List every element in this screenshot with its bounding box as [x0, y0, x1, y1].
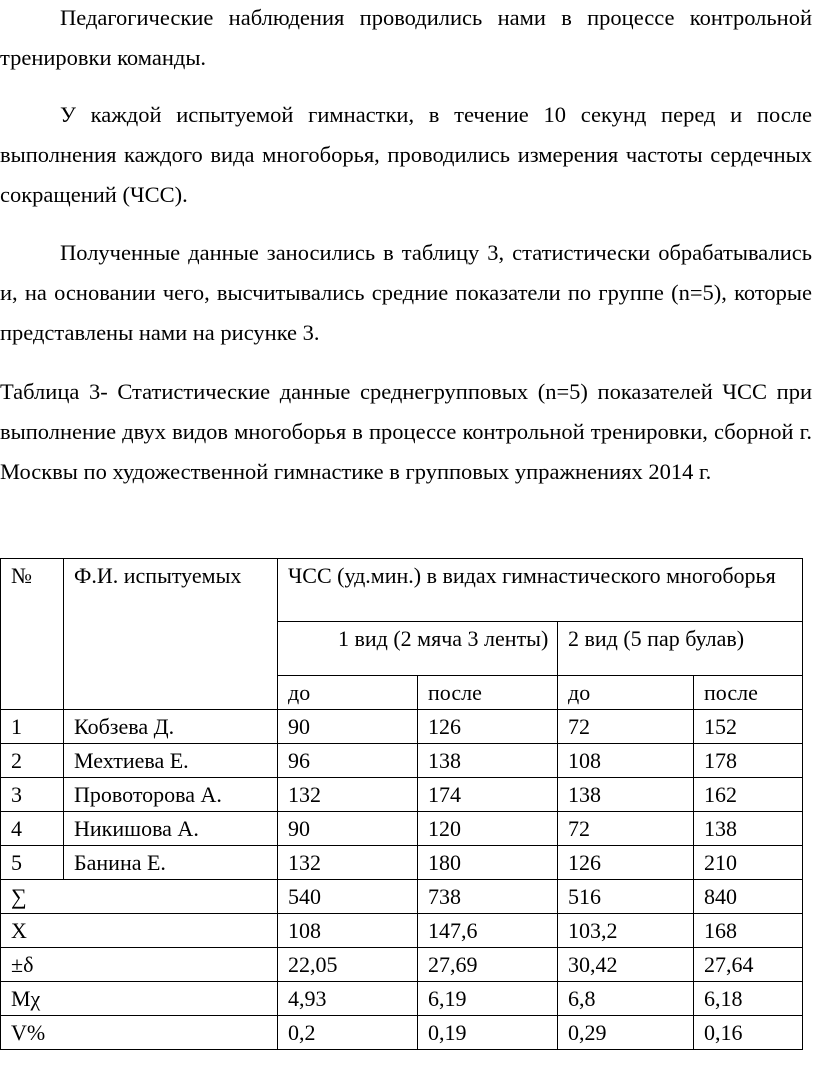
table-stat-row — [1, 914, 803, 948]
cell-before-2: 72 — [558, 710, 694, 744]
cell-after-1: 180 — [418, 846, 558, 880]
cell-before-1: 132 — [278, 778, 418, 812]
table-stat-row — [1, 982, 803, 1016]
cell-after-2: 162 — [694, 778, 803, 812]
cell-after-1: 6,19 — [418, 982, 558, 1016]
cell-after-2: 27,64 — [694, 948, 803, 982]
table-caption: Таблица 3- Статистические данные среднегрупповых (n=5) показателей ЧСС при выполнение двух видов многоборья в процессе контрольной тренировки, сборной г. Москвы по художественной гимнастике в групповых упражнениях 2014 г. — [0, 379, 812, 484]
table-row — [1, 812, 803, 846]
cell-after-1: 126 — [418, 710, 558, 744]
cell-after-1: 27,69 — [418, 948, 558, 982]
header-after-1: после — [418, 676, 558, 710]
cell-after-2: 6,18 — [694, 982, 803, 1016]
cell-before-1: 0,2 — [278, 1016, 418, 1050]
paragraph-hr-measurement: У каждой испытуемой гимнастки, в течение 10 секунд перед и после выполнения каждого вида многоборья, проводились измерения частоты сердечных сокращений (ЧСС). — [0, 102, 812, 207]
cell-stat-label: V% — [1, 1016, 278, 1050]
cell-before-1: 108 — [278, 914, 418, 948]
cell-after-1: 147,6 — [418, 914, 558, 948]
cell-after-2: 210 — [694, 846, 803, 880]
cell-before-2: 103,2 — [558, 914, 694, 948]
cell-before-2: 0,29 — [558, 1016, 694, 1050]
header-before-2: до — [558, 676, 694, 710]
cell-subject-name: Никишова А. — [64, 812, 278, 846]
cell-before-1: 90 — [278, 812, 418, 846]
cell-before-1: 132 — [278, 846, 418, 880]
cell-number: 2 — [1, 744, 64, 778]
cell-subject-name: Мехтиева Е. — [64, 744, 278, 778]
cell-before-1: 22,05 — [278, 948, 418, 982]
table-row — [1, 744, 803, 778]
paragraph-data-processing: Полученные данные заносились в таблицу 3, статистически обрабатывались и, на основании чего, высчитывались средние показатели по группе (n=5), которые представлены нами на рисунке 3. — [0, 240, 812, 345]
table-header-row — [1, 559, 803, 622]
cell-before-1: 96 — [278, 744, 418, 778]
cell-after-1: 738 — [418, 880, 558, 914]
cell-after-2: 168 — [694, 914, 803, 948]
cell-after-1: 174 — [418, 778, 558, 812]
cell-subject-name: Кобзева Д. — [64, 710, 278, 744]
cell-before-2: 126 — [558, 846, 694, 880]
paragraph-observations: Педагогические наблюдения проводились нами в процессе контрольной тренировки команды. — [0, 5, 812, 70]
cell-after-2: 178 — [694, 744, 803, 778]
cell-before-1: 540 — [278, 880, 418, 914]
cell-number: 1 — [1, 710, 64, 744]
table-row — [1, 846, 803, 880]
header-heart-rate: ЧСС (уд.мин.) в видах гимнастического многоборья — [278, 559, 803, 622]
cell-before-2: 516 — [558, 880, 694, 914]
cell-before-1: 90 — [278, 710, 418, 744]
cell-after-1: 0,19 — [418, 1016, 558, 1050]
table-stat-row — [1, 1016, 803, 1050]
cell-after-2: 840 — [694, 880, 803, 914]
cell-before-2: 138 — [558, 778, 694, 812]
table-row — [1, 778, 803, 812]
cell-stat-label: ±δ — [1, 948, 278, 982]
cell-stat-label: X — [1, 914, 278, 948]
cell-stat-label: Mχ — [1, 982, 278, 1016]
cell-before-2: 6,8 — [558, 982, 694, 1016]
cell-after-1: 138 — [418, 744, 558, 778]
header-before-1: до — [278, 676, 418, 710]
header-event-1: 1 вид (2 мяча 3 ленты) — [278, 622, 558, 676]
cell-before-2: 30,42 — [558, 948, 694, 982]
table-stat-row — [1, 948, 803, 982]
cell-after-2: 138 — [694, 812, 803, 846]
cell-before-2: 72 — [558, 812, 694, 846]
cell-stat-label: ∑ — [1, 880, 278, 914]
cell-subject-name: Провоторова А. — [64, 778, 278, 812]
hr-statistics-table — [0, 558, 803, 1050]
header-after-2: после — [694, 676, 803, 710]
cell-number: 3 — [1, 778, 64, 812]
cell-before-1: 4,93 — [278, 982, 418, 1016]
cell-subject-name: Банина Е. — [64, 846, 278, 880]
header-event-2: 2 вид (5 пар булав) — [558, 622, 803, 676]
cell-after-2: 152 — [694, 710, 803, 744]
cell-number: 5 — [1, 846, 64, 880]
header-number: № — [1, 559, 64, 710]
cell-after-2: 0,16 — [694, 1016, 803, 1050]
cell-number: 4 — [1, 812, 64, 846]
table-stat-row — [1, 880, 803, 914]
table-row — [1, 710, 803, 744]
cell-before-2: 108 — [558, 744, 694, 778]
header-subject-name: Ф.И. испытуемых — [64, 559, 278, 710]
cell-after-1: 120 — [418, 812, 558, 846]
